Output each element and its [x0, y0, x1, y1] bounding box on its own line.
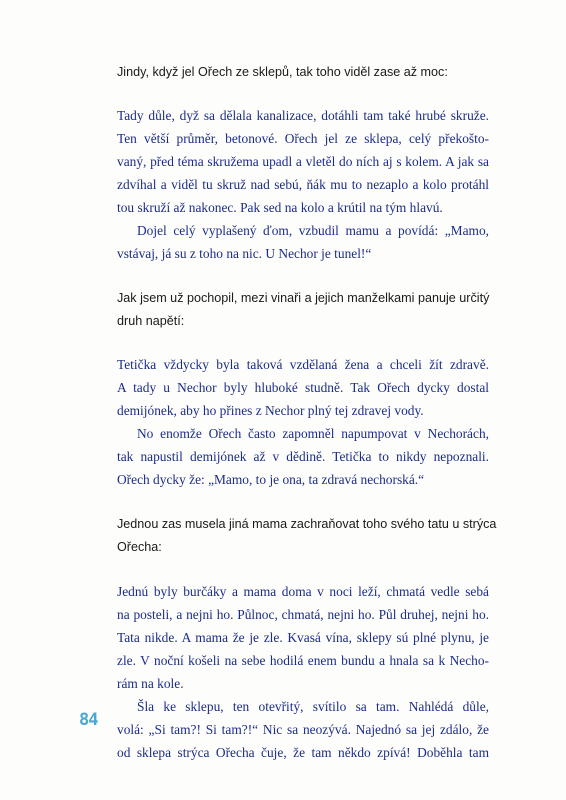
- quote-line: Ořech dycky že: „Mamo, to je ona, ta zdravá nechorská.“: [117, 472, 425, 487]
- quote-line: Jednú byly burčáky a mama doma v noci leží, chmatá vedle sebá: [117, 584, 489, 599]
- quote-line: na posteli, a nejni ho. Půlnoc, chmatá, nejni ho. Půl druhej, nejni ho.: [117, 607, 489, 622]
- quote-line: Dojel celý vyplašený ďom, vzbudil mamu a povídá: „Mamo,: [137, 223, 489, 238]
- quote-line: demijónek, aby ho přines z Nechor plný tej zdravej vody.: [117, 403, 424, 418]
- quote-line: Tata nikde. A mama že je zle. Kvasá vína, sklepy sú plné plynu, je: [117, 630, 489, 645]
- quote-line: Ten větší průměr, betonové. Ořech jel ze sklepa, celý překošto-: [117, 131, 489, 146]
- page-number: 84: [79, 710, 98, 730]
- quote-line: rám na kole.: [117, 676, 184, 691]
- narration-line: druh napětí:: [117, 314, 185, 328]
- quote-line: vaný, před téma skružema upadl a vletěl do ních aj s kolem. A jak sa: [117, 154, 489, 169]
- quote-line: tou skruží až nakonec. Pak sed na kolo a krútil na tým hlavú.: [117, 200, 443, 215]
- quote-line: zdvíhal a viděl tu skruž nad sebú, ňák mu to nezaplo a kolo protáhl: [117, 177, 489, 192]
- quote-line: vstávaj, já su z toho na nic. U Nechor je tunel!“: [117, 246, 372, 261]
- quote-line: A tady u Nechor byly hluboké studně. Tak Ořech dycky dostal: [117, 380, 489, 395]
- quote-line: zle. V noční košeli na sebe hodilá enem bundu a hnala sa k Necho-: [117, 653, 489, 668]
- quote-line: Tetička vždycky byla taková vzdělaná žena a chceli žít zdravě.: [117, 357, 489, 372]
- narration-line: Ořecha:: [117, 540, 162, 554]
- quote-line: No enomže Ořech často zapomněl napumpovat v Nechorách,: [137, 426, 489, 441]
- narration-line: Jednou zas musela jiná mama zachraňovat toho svého tatu u strýca: [117, 517, 497, 531]
- quote-line: tak napustil demijónek až v dědině. Tetička to nikdy nepoznali.: [117, 449, 489, 464]
- quote-line: od sklepa strýca Ořecha čuje, že tam někdo zpívá! Doběhla tam: [117, 745, 489, 760]
- quote-line: Šla ke sklepu, ten otevřitý, svítilo sa tam. Nahlédá důle,: [137, 699, 489, 714]
- quote-line: volá: „Si tam?! Si tam?!“ Nic sa neozývá. Najednó sa jej zdálo, že: [117, 722, 489, 737]
- narration-paragraph-1: Jindy, když jel Ořech ze sklepů, tak toho viděl zase až moc:: [117, 65, 448, 79]
- quote-line: Tady důle, dyž sa dělala kanalizace, dotáhli tam také hrubé skruže.: [117, 108, 489, 123]
- narration-line: Jak jsem už pochopil, mezi vinaři a jejich manželkami panuje určitý: [117, 291, 490, 305]
